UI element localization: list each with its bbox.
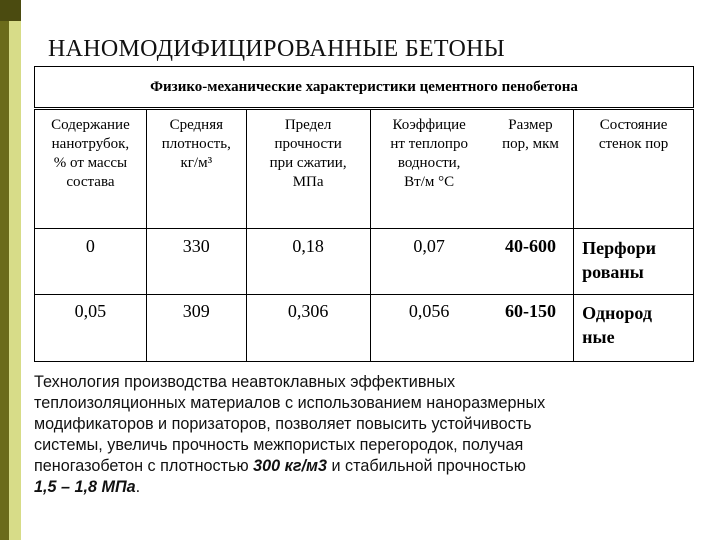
corner-square	[0, 0, 21, 21]
header-conductivity	[370, 109, 488, 229]
paragraph-text: .	[135, 478, 141, 496]
cell-strength: 0,306	[246, 295, 370, 362]
header-line: Коэффицие	[392, 117, 466, 133]
cell-nanotubes: 0	[35, 229, 147, 295]
cell-pore-size: 60-150	[488, 295, 574, 362]
header-line: Содержание	[51, 117, 130, 133]
header-line: плотность,	[161, 136, 231, 152]
description-paragraph	[34, 372, 694, 498]
cell-pore-walls	[574, 229, 694, 295]
cell-nanotubes: 0,05	[35, 295, 147, 362]
header-line: прочности	[274, 136, 342, 152]
state-line: Однород	[582, 303, 652, 323]
header-line: Размер	[508, 117, 553, 133]
paragraph-line: системы, увеличь прочность межпористых перегородок, получая	[34, 436, 524, 454]
header-line: нанотрубок,	[51, 136, 130, 152]
paragraph-text: пеногазобетон с плотностью	[34, 457, 254, 475]
header-line: Состояние	[599, 117, 668, 133]
paragraph-line	[34, 456, 694, 477]
paragraph-line: Технология производства неавтоклавных эффективных	[34, 373, 456, 391]
header-nanotubes	[35, 109, 147, 229]
cell-pore-size: 40-600	[488, 229, 574, 295]
paragraph-line: модификаторов и поризаторов, позволяет повысить устойчивость	[34, 415, 532, 433]
cell-pore-walls	[574, 295, 694, 362]
header-density	[146, 109, 246, 229]
table-row	[35, 295, 694, 362]
cell-density: 309	[146, 295, 246, 362]
table-caption: Физико-механические характеристики цементного пенобетона	[35, 67, 694, 109]
paragraph-line: теплоизоляционных материалов с использованием наноразмерных	[34, 394, 546, 412]
header-line: Вт/м °С	[404, 174, 455, 190]
header-line: водности,	[397, 155, 461, 171]
paragraph-line	[34, 477, 694, 498]
header-line: Средняя	[169, 117, 224, 133]
state-line: ные	[582, 327, 615, 347]
header-line: пор, мкм	[502, 136, 559, 152]
state-line: рованы	[582, 262, 644, 282]
cell-conductivity: 0,056	[370, 295, 488, 362]
header-pore-size	[488, 109, 574, 229]
header-line: % от массы	[53, 155, 128, 171]
header-line: нт теплопро	[390, 136, 468, 152]
header-line: МПа	[292, 174, 324, 190]
sidebar-light-stripe	[9, 0, 21, 540]
table-header-row	[35, 109, 694, 229]
header-pore-walls	[574, 109, 694, 229]
header-line: при сжатии,	[269, 155, 347, 171]
table-row	[35, 229, 694, 295]
header-line: Предел	[284, 117, 332, 133]
paragraph-text: и стабильной прочностью	[326, 457, 526, 475]
header-strength	[246, 109, 370, 229]
cell-strength: 0,18	[246, 229, 370, 295]
header-line: состава	[66, 174, 115, 190]
sidebar-dark-stripe	[0, 0, 9, 540]
density-highlight: 300 кг/м3	[253, 457, 327, 475]
state-line: Перфори	[582, 238, 656, 258]
properties-table	[34, 66, 694, 362]
cell-conductivity: 0,07	[370, 229, 488, 295]
strength-highlight: 1,5 – 1,8 МПа	[34, 478, 136, 496]
slide-title: НАНОМОДИФИЦИРОВАННЫЕ БЕТОНЫ	[48, 36, 505, 62]
cell-density: 330	[146, 229, 246, 295]
header-line: стенок пор	[598, 136, 669, 152]
header-line: кг/м³	[180, 155, 213, 171]
table-caption-row	[35, 67, 694, 109]
